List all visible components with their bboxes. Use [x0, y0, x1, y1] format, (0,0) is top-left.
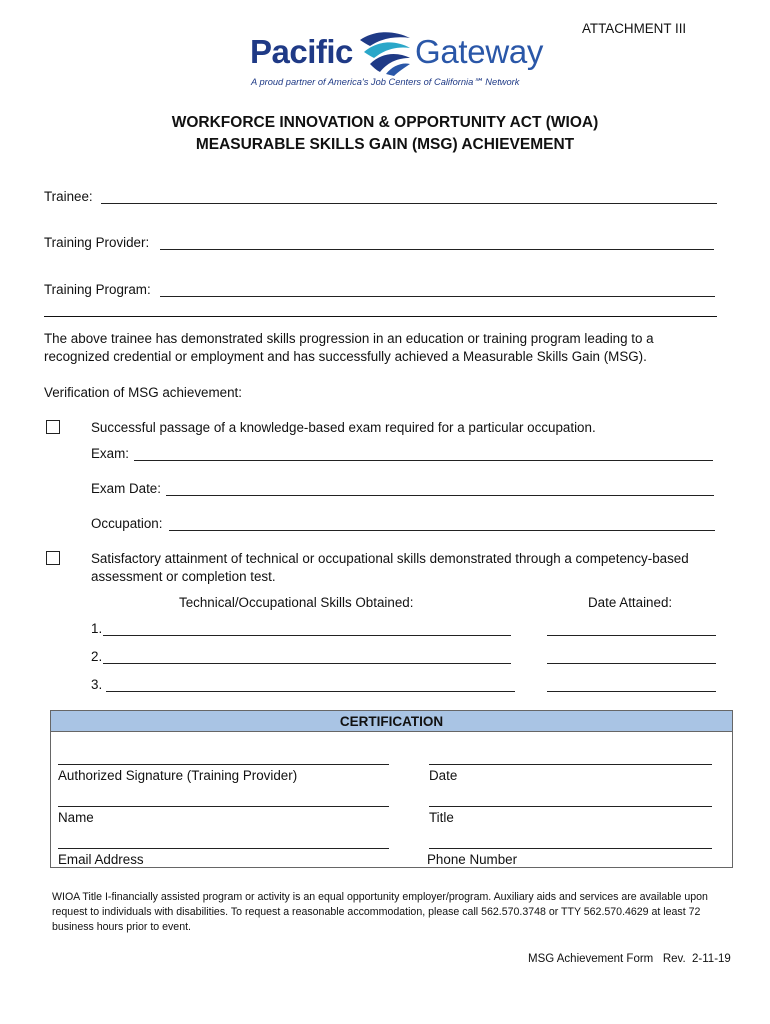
- intro-line1: The above trainee has demonstrated skills progression in an education or training program leading to a: [44, 331, 654, 346]
- training-program-field[interactable]: [160, 296, 715, 297]
- date-field[interactable]: [429, 764, 712, 765]
- phone-label: Phone Number: [427, 852, 518, 867]
- occupation-label: Occupation:: [91, 516, 163, 531]
- signature-field[interactable]: [58, 764, 389, 765]
- skill-row-1-field[interactable]: [103, 635, 511, 636]
- verification-label: Verification of MSG achievement:: [44, 385, 242, 400]
- option2-line2: assessment or completion test.: [91, 569, 276, 584]
- intro-line2: recognized credential or employment and has successfully achieved a Measurable Skills Gain (MSG).: [44, 349, 647, 364]
- form-title-line2: MEASURABLE SKILLS GAIN (MSG) ACHIEVEMENT: [195, 136, 575, 153]
- skills-column-header: Technical/Occupational Skills Obtained:: [179, 595, 414, 610]
- option2-line1: Satisfactory attainment of technical or occupational skills demonstrated through a competency-based: [91, 551, 689, 566]
- occupation-field[interactable]: [169, 530, 715, 531]
- exam-field[interactable]: [134, 460, 713, 461]
- eeo-disclaimer: WIOA Title I-financially assisted program or activity is an equal opportunity employer/program. Auxiliary aids and services are available upon request to individuals with disabilities. To request a reasonable accommodation, please call 562.570.3748 or TTY 562.570.4629 at least 72 business hours prior to event.: [52, 891, 708, 933]
- skill-row-2-number: 2.: [91, 649, 103, 664]
- signature-label: Authorized Signature (Training Provider): [58, 768, 298, 783]
- form-title-line1: WORKFORCE INNOVATION & OPPORTUNITY ACT (WIOA): [171, 114, 599, 131]
- exam-date-field[interactable]: [166, 495, 714, 496]
- training-provider-field[interactable]: [160, 249, 714, 250]
- trainee-label: Trainee:: [44, 189, 93, 204]
- skill-row-3-number: 3.: [91, 677, 103, 692]
- email-label: Email Address: [58, 852, 144, 867]
- title-label: Title: [429, 810, 454, 825]
- title-field[interactable]: [429, 806, 712, 807]
- form-revision: MSG Achievement Form Rev. 2-11-19: [528, 953, 731, 965]
- logo-name-right: Gateway: [415, 33, 544, 70]
- attachment-label: ATTACHMENT III: [582, 21, 687, 36]
- name-label: Name: [58, 810, 94, 825]
- certification-box: [50, 710, 733, 868]
- phone-field[interactable]: [429, 848, 712, 849]
- option2-checkbox[interactable]: [46, 551, 60, 565]
- logo-tagline: A proud partner of America's Job Centers of California℠ Network: [251, 77, 520, 87]
- certification-header: CERTIFICATION: [51, 711, 732, 732]
- date-row-1-field[interactable]: [547, 635, 716, 636]
- name-field[interactable]: [58, 806, 389, 807]
- option1-checkbox[interactable]: [46, 420, 60, 434]
- skill-row-3-field[interactable]: [106, 691, 515, 692]
- date-label: Date: [429, 768, 458, 783]
- skill-row-1-number: 1.: [91, 621, 103, 636]
- exam-date-label: Exam Date:: [91, 481, 161, 496]
- email-field[interactable]: [58, 848, 389, 849]
- trainee-field[interactable]: [101, 203, 717, 204]
- training-provider-label: Training Provider:: [44, 235, 150, 250]
- exam-label: Exam:: [91, 446, 129, 461]
- section-divider: [44, 316, 717, 317]
- option1-text: Successful passage of a knowledge-based exam required for a particular occupation.: [91, 420, 596, 435]
- wave-emblem-icon: [356, 30, 414, 76]
- date-row-2-field[interactable]: [547, 663, 716, 664]
- skill-row-2-field[interactable]: [103, 663, 511, 664]
- logo-name-left: Pacific: [250, 33, 353, 70]
- date-row-3-field[interactable]: [547, 691, 716, 692]
- date-column-header: Date Attained:: [588, 595, 673, 610]
- training-program-label: Training Program:: [44, 282, 151, 297]
